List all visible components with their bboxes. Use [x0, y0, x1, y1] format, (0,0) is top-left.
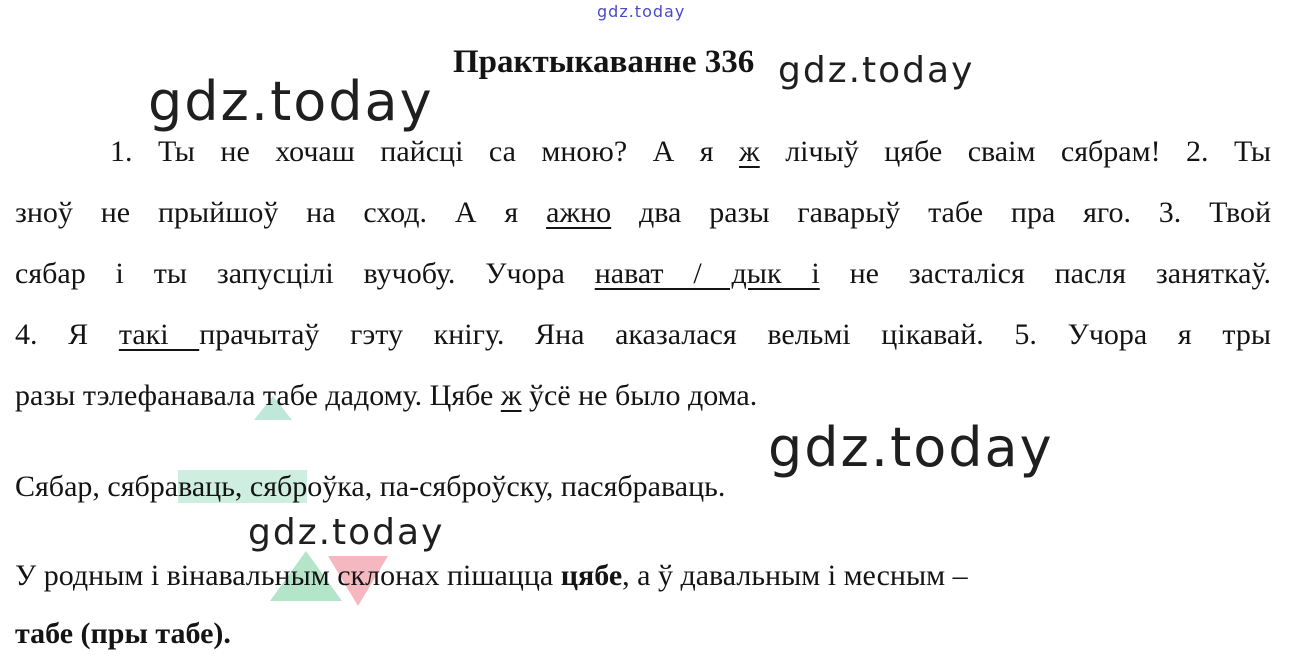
text-segment: прачытаў гэту кнігу. Яна аказалася вельмі цікавай. 5. Учора я тры: [199, 318, 1271, 351]
text-segment: 4. Я: [15, 318, 119, 351]
text-segment: зноў не прыйшоў на сход. А я: [15, 196, 547, 229]
text-segment: сябар і ты запусцілі вучобу. Учора: [15, 257, 595, 290]
text-segment-u: такі: [118, 318, 200, 351]
rule-line-2: [15, 605, 1271, 663]
exercise-text: [15, 121, 1271, 426]
text-segment: не засталіся пасля заняткаў.: [819, 257, 1271, 290]
text-segment: ўсё не было дома.: [521, 379, 758, 412]
text-segment: два разы гаварыў табе пра яго. 3. Твой: [611, 196, 1271, 229]
text-segment: , а ў давальным і месным –: [622, 559, 968, 592]
watermark-upper-left: gdz.today: [148, 70, 434, 133]
watermark-middle-right: gdz.today: [768, 416, 1054, 479]
text-segment-hl: ваць, сябр: [178, 470, 308, 503]
word-family-line: [15, 462, 1271, 512]
text-segment-b: табе (пры табе).: [15, 617, 231, 650]
exercise-line-4: [15, 304, 1271, 365]
text-segment: лічыў цябе сваім сябрам! 2. Ты: [759, 135, 1271, 168]
text-segment-u: ж: [500, 379, 522, 412]
text-segment: разы тэлефанавала табе дадому. Цябе: [15, 379, 501, 412]
exercise-title: Практыкаванне 336: [453, 44, 755, 80]
exercise-line-3: [15, 243, 1271, 304]
watermark-lower-left: gdz.today: [248, 512, 445, 553]
exercise-line-2: [15, 182, 1271, 243]
exercise-line-1: [15, 121, 1271, 182]
text-segment-b: цябе: [560, 559, 623, 592]
text-segment: оўка, па-сяброўску, пасябраваць.: [307, 470, 726, 503]
text-segment: Сябар, сябра: [15, 470, 179, 503]
watermark-beside-title: gdz.today: [778, 50, 975, 91]
rule-line-1: [15, 547, 1271, 605]
text-segment-u: ж: [739, 135, 760, 168]
text-segment-u: ажно: [546, 196, 612, 229]
text-segment: 1. Ты не хочаш пайсці са мною? А я: [110, 135, 739, 168]
watermark-top: gdz.today: [597, 2, 686, 21]
exercise-line-5: [15, 365, 1271, 426]
text-segment: У родным і вінавальным склонах пішацца: [15, 559, 561, 592]
rule-text: [15, 547, 1271, 663]
text-segment-u: нават / дык і: [594, 257, 820, 290]
